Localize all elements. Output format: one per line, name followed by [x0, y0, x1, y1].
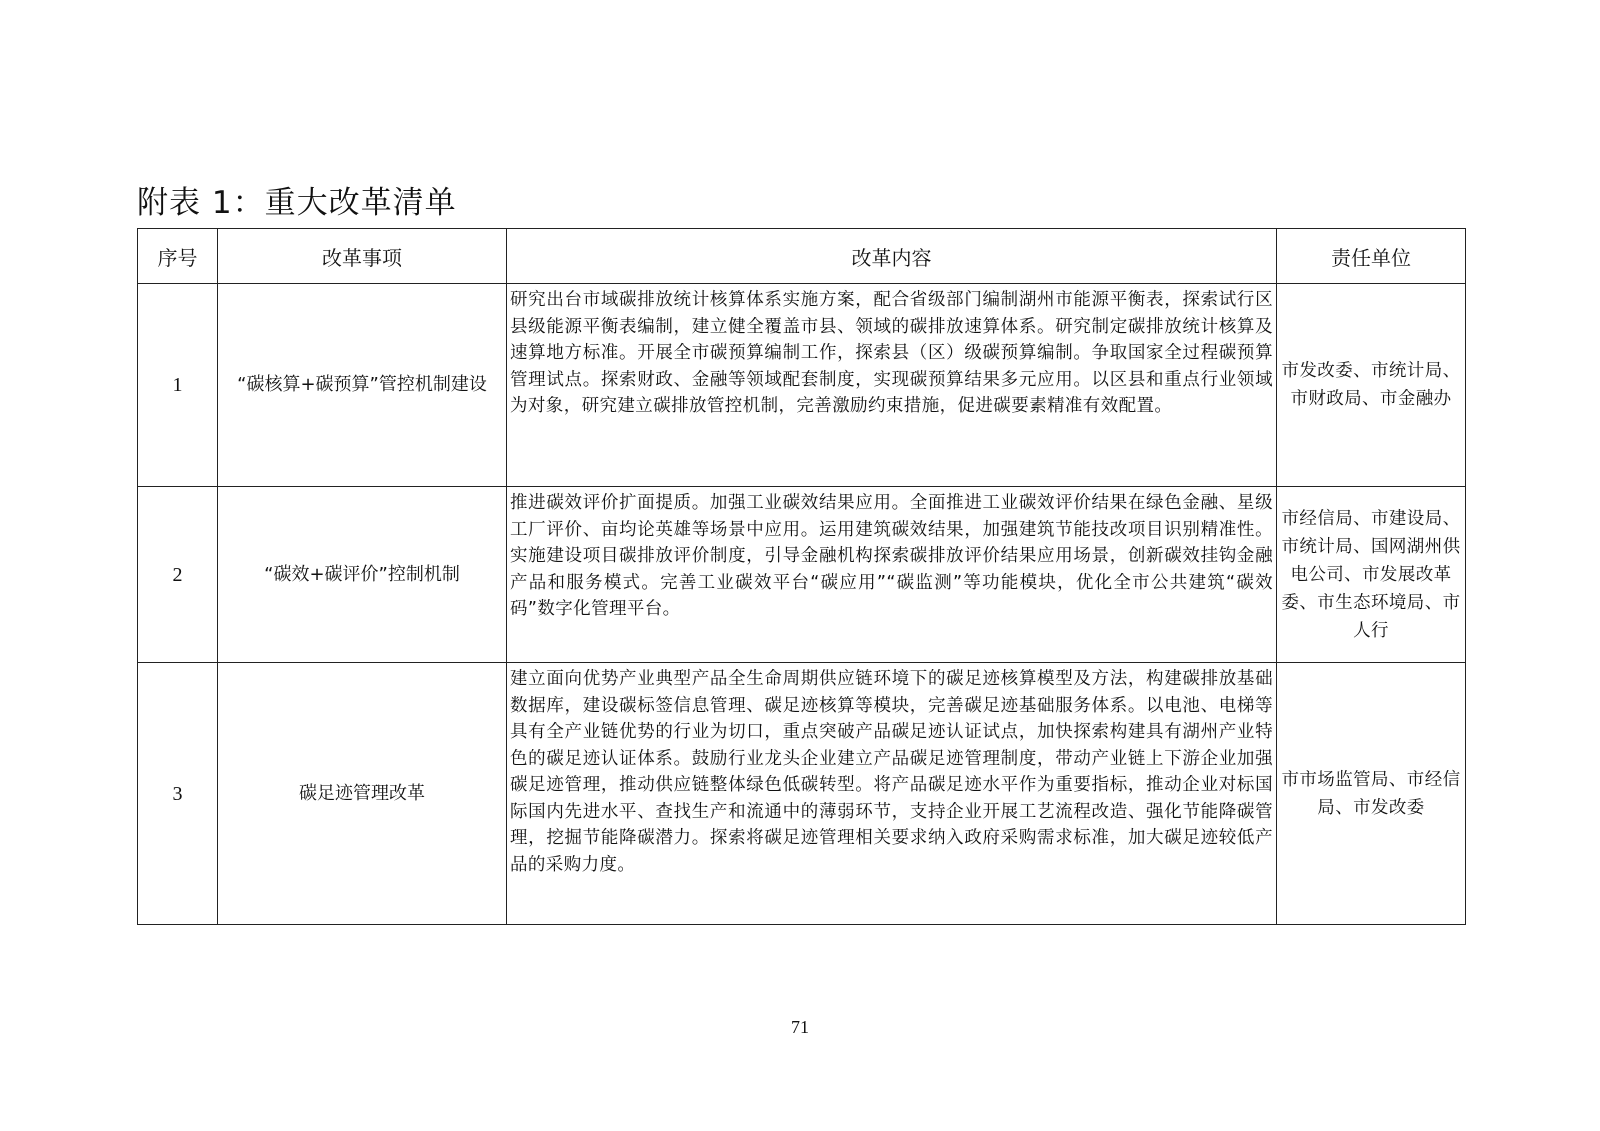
header-reform-content: 改革内容 — [507, 229, 1277, 284]
row-responsible-unit: 市发改委、市统计局、市财政局、市金融办 — [1277, 284, 1466, 487]
page-number: 71 — [791, 1017, 809, 1037]
row-reform-item: “碳核算+碳预算”管控机制建设 — [218, 284, 507, 487]
table-row — [138, 284, 1466, 487]
row-reform-content: 推进碳效评价扩面提质。加强工业碳效结果应用。全面推进工业碳效评价结果在绿色金融、星级工厂评价、亩均论英雄等场景中应用。运用建筑碳效结果，加强建筑节能技改项目识别精准性。实施建设项目碳排放评价制度，引导金融机构探索碳排放评价结果应用场景，创新碳效挂钩金融产品和服务模式。完善工业碳效平台“碳应用”“碳监测”等功能模块，优化全市公共建筑“碳效码”数字化管理平台。 — [507, 487, 1277, 663]
row-reform-content: 研究出台市域碳排放统计核算体系实施方案，配合省级部门编制湖州市能源平衡表，探索试行区县级能源平衡表编制，建立健全覆盖市县、领域的碳排放速算体系。研究制定碳排放统计核算及速算地方标准。开展全市碳预算编制工作，探索县（区）级碳预算编制。争取国家全过程碳预算管理试点。探索财政、金融等领域配套制度，实现碳预算结果多元应用。以区县和重点行业领域为对象，研究建立碳排放管控机制，完善激励约束措施，促进碳要素精准有效配置。 — [507, 284, 1277, 487]
header-responsible-unit: 责任单位 — [1277, 229, 1466, 284]
row-responsible-unit: 市市场监管局、市经信局、市发改委 — [1277, 663, 1466, 925]
row-reform-item: 碳足迹管理改革 — [218, 663, 507, 925]
page-title: 附表 1：重大改革清单 — [137, 185, 457, 221]
header-reform-item: 改革事项 — [218, 229, 507, 284]
row-serial-number: 1 — [138, 284, 218, 487]
header-serial-number: 序号 — [138, 229, 218, 284]
reform-list-table — [137, 228, 1466, 925]
table-header-row — [138, 229, 1466, 284]
table-row — [138, 487, 1466, 663]
row-serial-number: 3 — [138, 663, 218, 925]
row-responsible-unit: 市经信局、市建设局、市统计局、国网湖州供电公司、市发展改革委、市生态环境局、市人行 — [1277, 487, 1466, 663]
row-serial-number: 2 — [138, 487, 218, 663]
row-reform-content: 建立面向优势产业典型产品全生命周期供应链环境下的碳足迹核算模型及方法，构建碳排放基础数据库，建设碳标签信息管理、碳足迹核算等模块，完善碳足迹基础服务体系。以电池、电梯等具有全产业链优势的行业为切口，重点突破产品碳足迹认证试点，加快探索构建具有湖州产业特色的碳足迹认证体系。鼓励行业龙头企业建立产品碳足迹管理制度，带动产业链上下游企业加强碳足迹管理，推动供应链整体绿色低碳转型。将产品碳足迹水平作为重要指标，推动企业对标国际国内先进水平、查找生产和流通中的薄弱环节，支持企业开展工艺流程改造、强化节能降碳管理，挖掘节能降碳潜力。探索将碳足迹管理相关要求纳入政府采购需求标准，加大碳足迹较低产品的采购力度。 — [507, 663, 1277, 925]
table-row — [138, 663, 1466, 925]
row-reform-item: “碳效+碳评价”控制机制 — [218, 487, 507, 663]
